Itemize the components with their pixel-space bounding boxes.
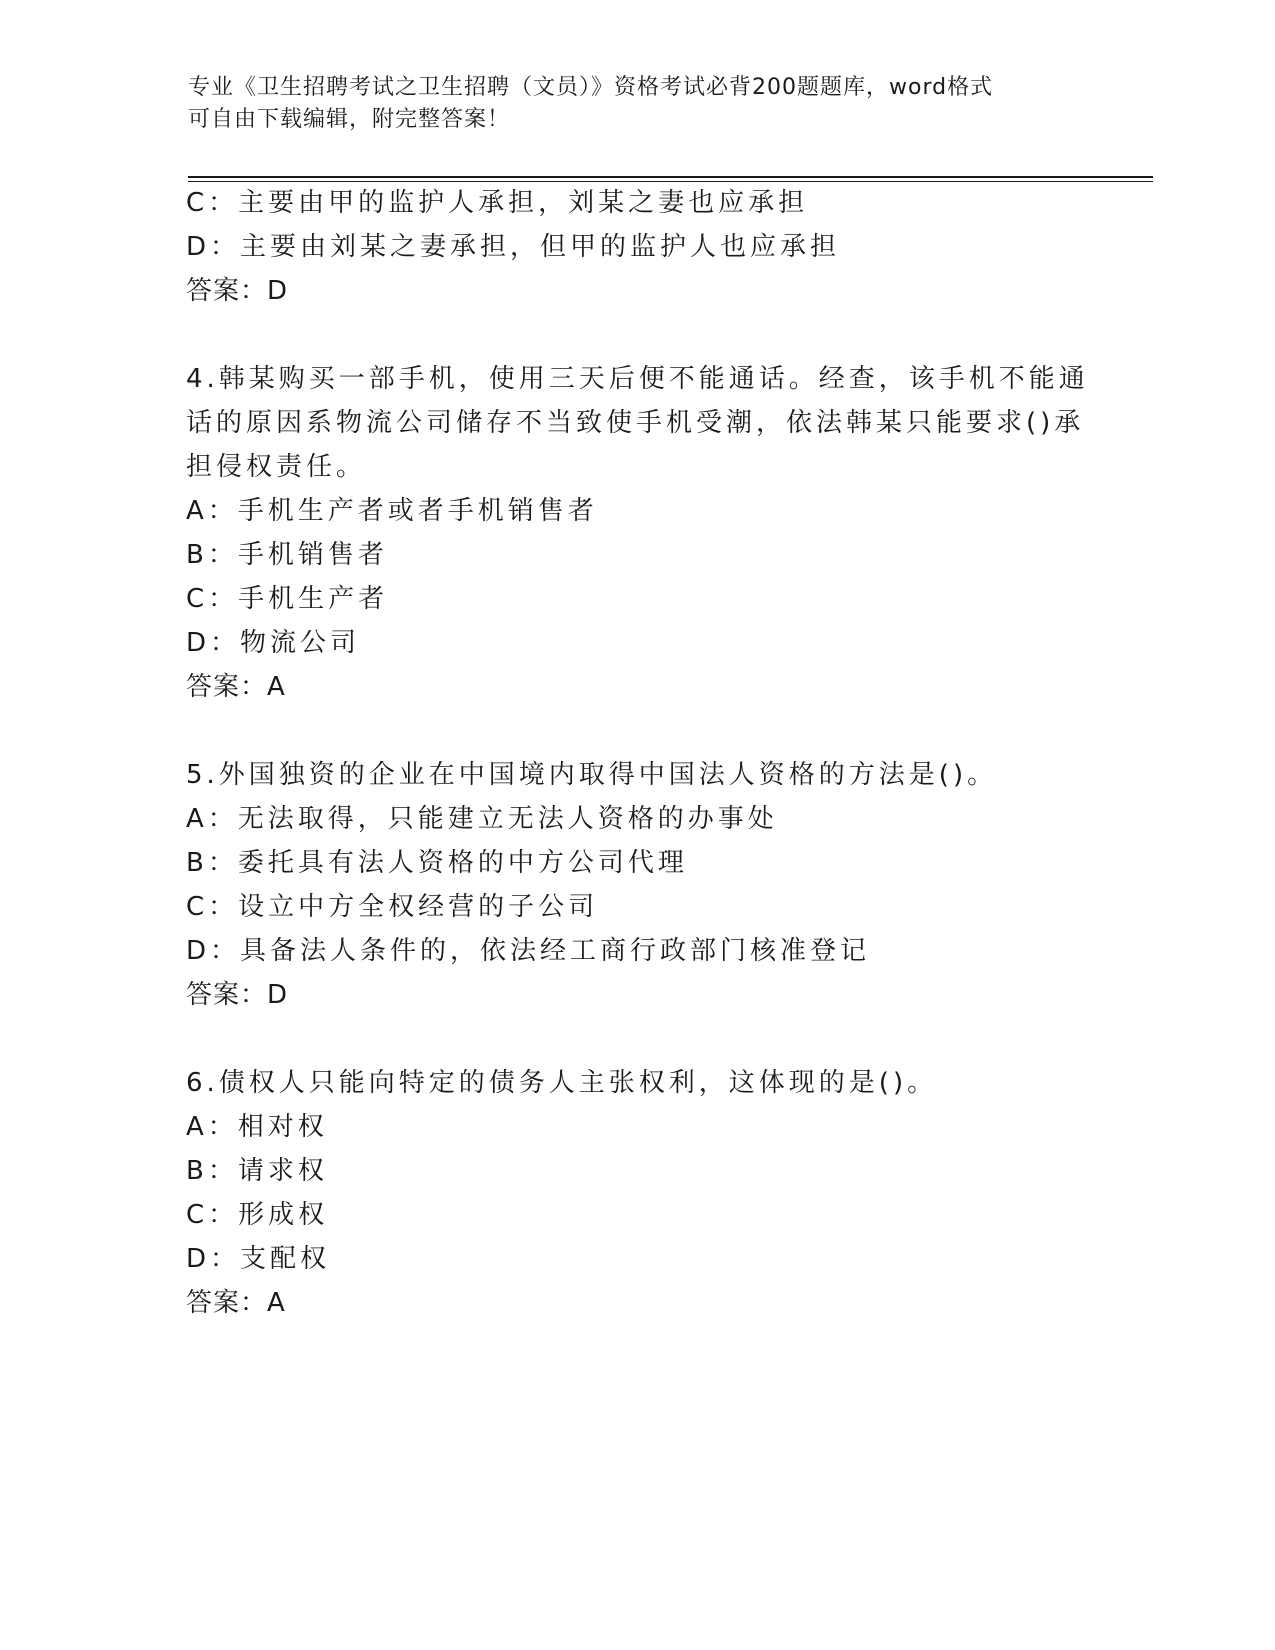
option-line: B：委托具有法人资格的中方公司代理 (186, 848, 688, 878)
header-rule-thin (188, 181, 1153, 182)
option-line: A：手机生产者或者手机销售者 (186, 496, 598, 526)
question-line: 5.外国独资的企业在中国境内取得中国法人资格的方法是()。 (186, 760, 998, 790)
option-line: D：主要由刘某之妻承担，但甲的监护人也应承担 (186, 232, 841, 262)
header-title-line-1: 专业《卫生招聘考试之卫生招聘（文员）》资格考试必背200题题库，word格式 (188, 75, 994, 100)
header-rule-thick (188, 176, 1153, 178)
answer-line: 答案：D (186, 980, 289, 1010)
answer-line: 答案：D (186, 276, 289, 306)
option-line: C：手机生产者 (186, 584, 389, 614)
option-line: D：支配权 (186, 1244, 331, 1274)
question-line: 4.韩某购买一部手机，使用三天后便不能通话。经查，该手机不能通 (186, 364, 1089, 394)
question-line: 6.债权人只能向特定的债务人主张权利，这体现的是()。 (186, 1068, 938, 1098)
option-line: C：设立中方全权经营的子公司 (186, 892, 599, 922)
option-line: B：请求权 (186, 1156, 328, 1186)
option-line: B：手机销售者 (186, 540, 388, 570)
option-line: A：无法取得，只能建立无法人资格的办事处 (186, 804, 778, 834)
option-line: C：主要由甲的监护人承担，刘某之妻也应承担 (186, 188, 809, 218)
option-line: D：物流公司 (186, 628, 361, 658)
question-line: 担侵权责任。 (186, 452, 367, 482)
question-line: 话的原因系物流公司储存不当致使手机受潮，依法韩某只能要求()承 (186, 408, 1085, 438)
document-header (188, 72, 1068, 136)
option-line: D：具备法人条件的，依法经工商行政部门核准登记 (186, 936, 871, 966)
answer-line: 答案：A (186, 672, 286, 702)
header-title-line-2: 可自由下载编辑，附完整答案！ (188, 107, 511, 132)
option-line: A：相对权 (186, 1112, 328, 1142)
answer-line: 答案：A (186, 1288, 286, 1318)
option-line: C：形成权 (186, 1200, 329, 1230)
